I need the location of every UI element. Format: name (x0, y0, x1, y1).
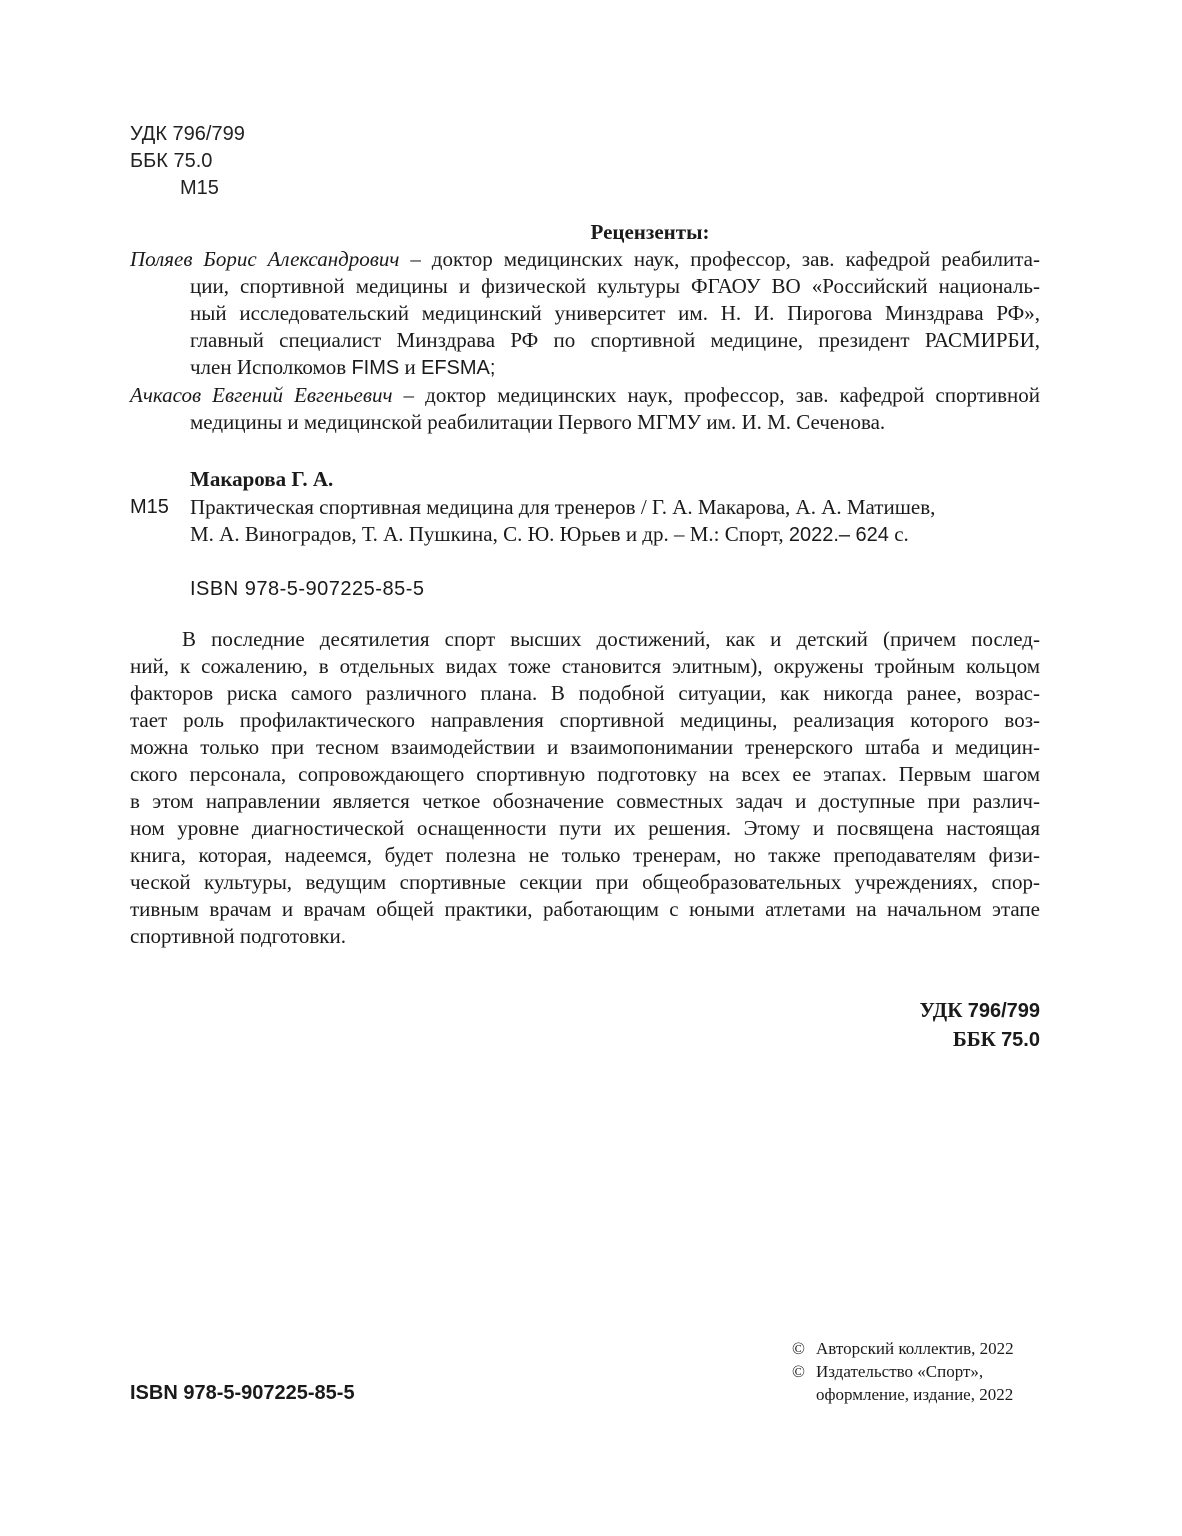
reviewer-description: – доктор медицинских наук, профессор, зав. кафедрой реабилита- (399, 247, 1040, 271)
abstract-line: книга, которая, надеемся, будет полезна не только тренерам, но также преподавателям физи- (130, 843, 1040, 867)
abstract-line: тает роль профилактического направления спортивной медицины, реализация которого воз- (130, 708, 1040, 732)
reviewer-membership-prefix: член Исполкомов (190, 355, 352, 379)
copyright-block (792, 1337, 1014, 1406)
abstract-line: факторов риска самого различного плана. В подобной ситуации, как никогда ранее, возрас- (130, 681, 1040, 705)
abstract-line: можна только при тесном взаимодействии и взаимопонимании тренерского штаба и медицин- (130, 735, 1040, 759)
classification-block-top (130, 121, 245, 202)
abstract (130, 626, 1040, 950)
copyright-icon: © (792, 1339, 805, 1358)
classification-block-bottom (919, 996, 1040, 1054)
abstract-line: ского персонала, сопровождающего спортивную подготовку на всех ее этапах. Первым шагом (130, 762, 1040, 786)
reviewer-description-line: медицины и медицинской реабилитации Первого МГМУ им. И. М. Сеченова. (190, 410, 886, 434)
reviewer-entry (130, 382, 1040, 436)
abstract-line: тивным врачам и врачам общей практики, работающим с юными атлетами на начальном этапе (130, 897, 1040, 921)
bbk-label: ББК (952, 1027, 1002, 1051)
reviewer-description-line: ции, спортивной медицины и физической культуры ФГАОУ ВО «Российский националь- (190, 274, 1040, 298)
reviewer-first-line (130, 382, 1040, 409)
bib-year-pages: 2022.– 624 (788, 524, 889, 546)
bib-line-2-text: М. А. Виноградов, Т. А. Пушкина, С. Ю. Юрьев и др. – М.: Спорт, (190, 522, 789, 546)
copyright-line (792, 1360, 1014, 1383)
copyright-line: оформление, издание, 2022 (816, 1385, 1014, 1404)
copyright-icon: © (792, 1362, 805, 1381)
reviewer-description-line: главный специалист Минздрава РФ по спортивной медицине, президент РАСМИРБИ, (190, 328, 1040, 352)
abstract-line: ческой культуры, ведущим спортивные секции при общеобразовательных учреждениях, спор- (130, 870, 1040, 894)
book-author: Макарова Г. А. (190, 467, 334, 491)
reviewer-first-line (130, 246, 1040, 273)
copyright-publisher: Издательство «Спорт», (816, 1362, 984, 1381)
reviewer-name: Поляев Борис Александрович (130, 247, 400, 271)
bib-pages-unit: с. (888, 522, 909, 546)
reviewer-entry (130, 246, 1040, 382)
udk-value: 796/799 (967, 1000, 1040, 1022)
author-cipher: М15 (180, 177, 219, 199)
bib-line-2 (190, 521, 1040, 549)
author-cipher-bib: М15 (130, 496, 169, 518)
udk-code: УДК 796/799 (130, 123, 245, 145)
reviewer-description-line: ный исследовательский медицинский университет им. Н. И. Пирогова Минздрава РФ», (190, 301, 1040, 325)
copyright-authors: Авторский коллектив, 2022 (816, 1339, 1014, 1358)
copyright-line (792, 1337, 1014, 1360)
udk-label: УДК (919, 998, 968, 1022)
reviewer-name: Ачкасов Евгений Евгеньевич (130, 383, 393, 407)
bbk-code-bottom (919, 1025, 1040, 1054)
reviewers-title: Рецензенты: (590, 220, 710, 244)
bbk-value: 75.0 (1001, 1029, 1040, 1051)
udk-code-bottom (919, 996, 1040, 1025)
bib-line-1: Практическая спортивная медицина для тренеров / Г. А. Макарова, А. А. Матишев, (190, 495, 936, 519)
abstract-line: спортивной подготовки. (130, 924, 346, 948)
abstract-line: ний, к сожалению, в отдельных видах тоже становится элитным), окружены тройным кольцом (130, 654, 1040, 678)
org-efsma: EFSMA; (421, 357, 496, 379)
isbn-inline: ISBN 978-5-907225-85-5 (190, 578, 425, 600)
bbk-code: ББК 75.0 (130, 150, 213, 172)
reviewer-description-line (190, 354, 1040, 382)
abstract-line: В последние десятилетия спорт высших достижений, как и детский (причем послед- (182, 627, 1040, 651)
abstract-line: в этом направлении является четкое обозначение совместных задач и доступные при различ- (130, 789, 1040, 813)
org-fims: FIMS (351, 357, 400, 379)
bibliographic-description (190, 494, 1040, 549)
reviewer-membership-and: и (399, 355, 421, 379)
abstract-line: ном уровне диагностической оснащенности пути их решения. Этому и посвящена настоящая (130, 816, 1040, 840)
reviewer-description: – доктор медицинских наук, профессор, зав. кафедрой спортивной (392, 383, 1041, 407)
isbn-bottom: ISBN 978-5-907225-85-5 (130, 1382, 355, 1404)
